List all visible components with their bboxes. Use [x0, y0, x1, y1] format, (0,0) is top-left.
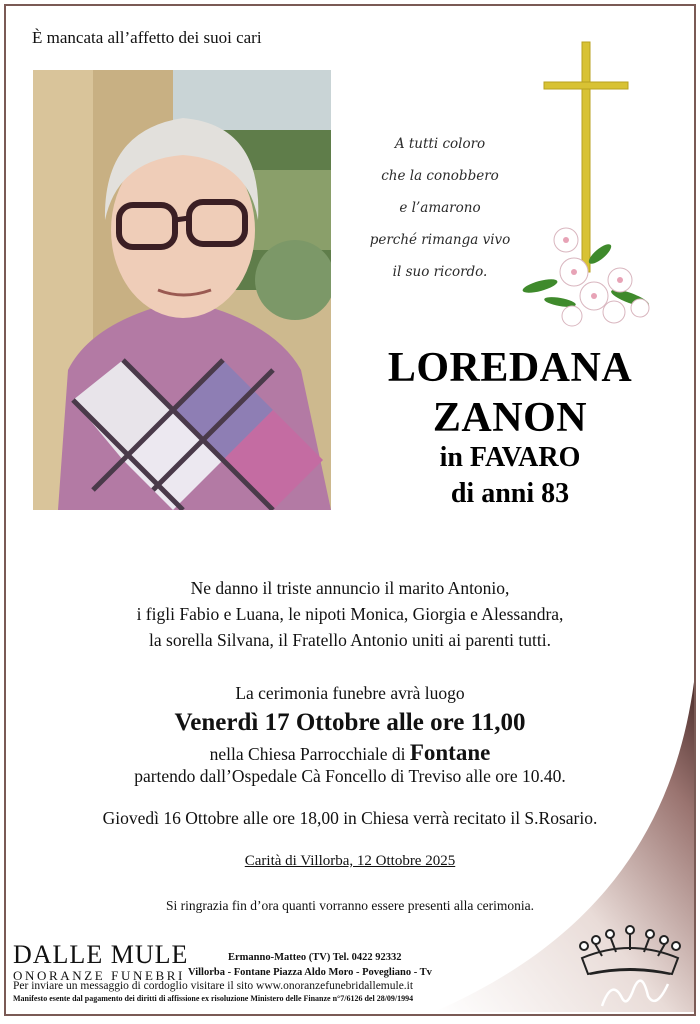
memorial-poem — [348, 128, 532, 288]
thanks-note: Si ringrazia fin d’ora quanti vorranno essere presenti alla cerimonia. — [165, 898, 535, 913]
cross-with-lilies-icon — [520, 40, 660, 330]
deceased-age: di anni 83 — [450, 478, 570, 509]
church-place: Fontane — [409, 740, 491, 765]
place-date: Carità di Villorba, 12 Ottobre 2025 — [244, 853, 456, 869]
funeral-home-logo — [13, 940, 189, 984]
poem-line: che la conobbero — [381, 168, 499, 184]
ceremony-intro: La cerimonia funebre avrà luogo — [235, 683, 465, 703]
ceremony-details — [0, 680, 700, 789]
ceremony-departure: partendo dall’Ospedale Cà Foncello di Treviso alle ore 10.40. — [134, 766, 566, 786]
deceased-first-name: LOREDANA — [387, 345, 633, 391]
announcement-line: la sorella Silvana, il Fratello Antonio uniti ai parenti tutti. — [149, 630, 551, 650]
poem-line: il suo ricordo. — [392, 264, 488, 280]
portrait-photo — [33, 70, 331, 510]
poem-line: perché rimanga vivo — [369, 232, 511, 248]
funeral-home-contacts — [188, 950, 432, 980]
contacts-locations: Villorba - Fontane Piazza Aldo Moro - Povegliano - Tv — [188, 967, 432, 978]
rosary-notice: Giovedì 16 Ottobre alle ore 18,00 in Chiesa verrà recitato il S.Rosario. — [102, 808, 598, 828]
crown-monogram-icon — [572, 918, 688, 1010]
family-announcement — [0, 575, 700, 653]
announcement-line: i figli Fabio e Luana, le nipoti Monica, Giorgia e Alessandra, — [136, 604, 564, 624]
church-prefix: nella Chiesa Parrocchiale di — [209, 744, 406, 764]
intro-text: È mancata all’affetto dei suoi cari — [32, 28, 262, 47]
poem-line: e l’amarono — [399, 200, 481, 216]
condolence-website-line: Per inviare un messaggio di cordoglio visitare il sito www.onoranzefunebridallemule.it — [13, 980, 414, 992]
deceased-last-name: ZANON — [432, 395, 588, 441]
deceased-married-name: in FAVARO — [439, 442, 581, 473]
funeral-home-subtitle: ONORANZE FUNEBRI — [13, 968, 185, 983]
poem-line: A tutti coloro — [394, 136, 486, 152]
ceremony-datetime: Venerdì 17 Ottobre alle ore 11,00 — [174, 709, 526, 736]
contacts-phone: Ermanno-Matteo (TV) Tel. 0422 92332 — [228, 952, 402, 963]
funeral-home-name: DALLE MULE — [13, 940, 189, 969]
announcement-line: Ne danno il triste annuncio il marito Antonio, — [190, 578, 510, 598]
legal-exemption-line: Manifesto esente dal pagamento dei diritti di affissione ex risoluzione Ministero delle Finanze n°7/6126 del 28/09/1994 — [13, 994, 414, 1003]
